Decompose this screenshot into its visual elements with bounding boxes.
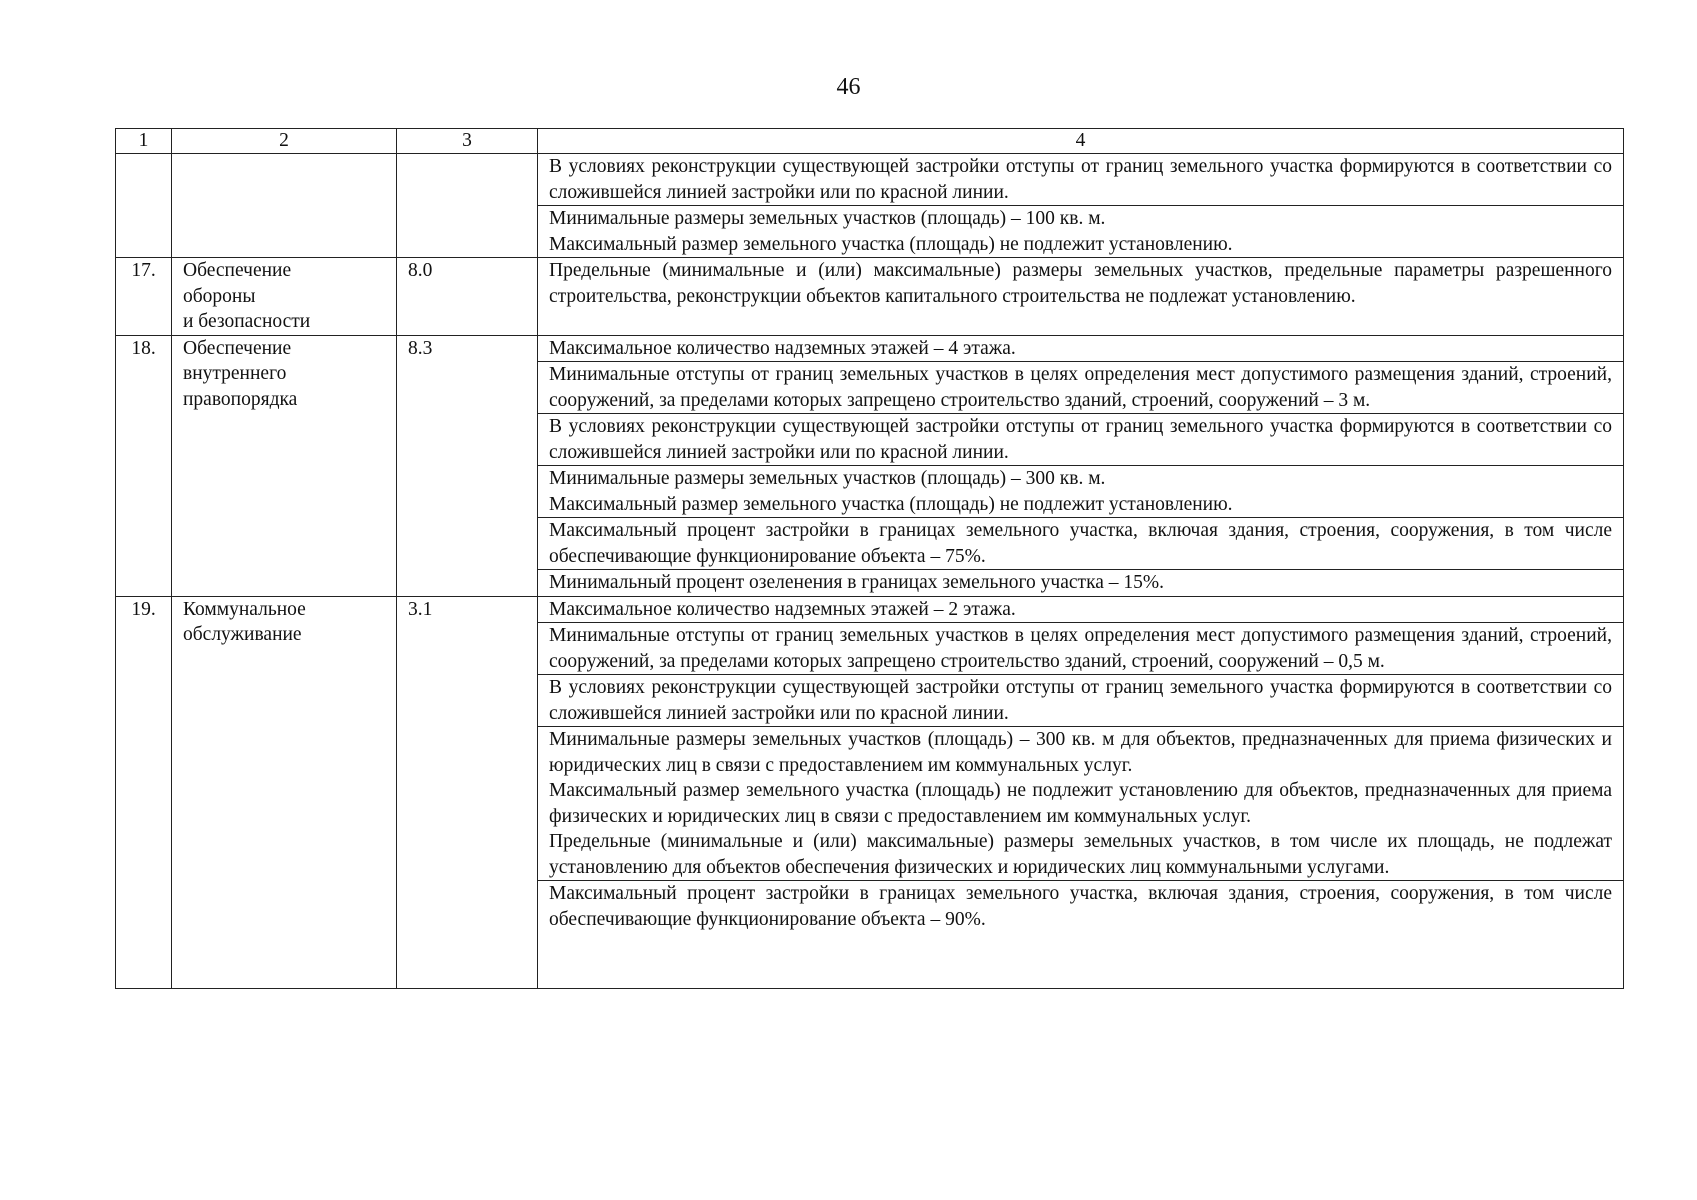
row-code-cell: 3.1: [397, 596, 538, 989]
header-col-2: 2: [172, 129, 397, 154]
header-col-3: 3: [397, 129, 538, 154]
parameter-text: Максимальное количество надземных этажей – 2 этажа.: [549, 598, 1016, 620]
parameter-text: Минимальные размеры земельных участков (площадь) – 300 кв. м для объектов, предназначенных для приема физических и юридических лиц в связи с предоставлением им коммунальных услуг. Максимальный размер земельного участка (площадь) не подлежит установлению для объектов, предназначенных для приема физических и юридических лиц в связи с предоставлением им коммунальных услуг. Предельные (минимальные и (или) максимальные) размеры земельных участков, в том числе их площадь, не подлежат установлению для объектов обеспечения физических и юридических лиц коммунальными услугами.: [549, 729, 1612, 878]
parameter-text: В условиях реконструкции существующей застройки отступы от границ земельного участка формируются в соответствии со сложившейся линией застройки или по красной линии.: [549, 416, 1612, 463]
table-row: [116, 335, 1624, 362]
parameter-text: Предельные (минимальные и (или) максимальные) размеры земельных участков, предельные параметры разрешенного строительства, реконструкции объектов капитального строительства не подлежат установлению.: [549, 260, 1612, 307]
parameter-cell: [538, 414, 1624, 466]
parameter-cell: [538, 596, 1624, 623]
parameter-text: Минимальные отступы от границ земельных участков в целях определения мест допустимого размещения зданий, строений, сооружений, за пределами которых запрещено строительство зданий, строений, сооружений – 3 м.: [549, 364, 1612, 411]
row-number-cell: 18.: [116, 335, 172, 596]
row-code-cell: 8.3: [397, 335, 538, 596]
table-row: [116, 258, 1624, 336]
row-name-cell: Коммунальное обслуживание: [172, 596, 397, 989]
parameter-cell: [538, 881, 1624, 989]
parameter-cell: [538, 206, 1624, 258]
table-header-row: [116, 129, 1624, 154]
parameter-text: В условиях реконструкции существующей застройки отступы от границ земельного участка формируются в соответствии со сложившейся линией застройки или по красной линии.: [549, 677, 1612, 724]
row-number-cell: 17.: [116, 258, 172, 336]
parameter-cell: [538, 675, 1624, 727]
parameter-cell: [538, 518, 1624, 570]
header-col-4: 4: [538, 129, 1624, 154]
page-number: 46: [836, 74, 861, 100]
parameter-text: Максимальный процент застройки в границах земельного участка, включая здания, строения, сооружения, в том числе обеспечивающие функционирование объекта – 75%.: [549, 520, 1612, 567]
header-col-1: 1: [116, 129, 172, 154]
row-number-cell: 19.: [116, 596, 172, 989]
row-name-cell: Обеспечение обороны и безопасности: [172, 258, 397, 336]
parameter-text: Максимальное количество надземных этажей – 4 этажа.: [549, 337, 1016, 359]
row-code-cell: [397, 154, 538, 258]
table-row: [116, 154, 1624, 206]
parameter-text: Минимальные размеры земельных участков (площадь) – 300 кв. м. Максимальный размер земельного участка (площадь) не подлежит установлению.: [549, 468, 1233, 515]
row-name-cell: [172, 154, 397, 258]
parameter-cell: [538, 362, 1624, 414]
parameter-text: В условиях реконструкции существующей застройки отступы от границ земельного участка формируются в соответствии со сложившейся линией застройки или по красной линии.: [549, 156, 1612, 203]
parameter-cell: [538, 623, 1624, 675]
parameter-text: Минимальные размеры земельных участков (площадь) – 100 кв. м. Максимальный размер земельного участка (площадь) не подлежит установлению.: [549, 208, 1233, 255]
row-name-cell: Обеспечение внутреннего правопорядка: [172, 335, 397, 596]
parameter-text: Минимальные отступы от границ земельных участков в целях определения мест допустимого размещения зданий, строений, сооружений, за пределами которых запрещено строительство зданий, строений, сооружений – 0,5 м.: [549, 625, 1612, 672]
parameter-cell: [538, 258, 1624, 336]
table-row: [116, 596, 1624, 623]
row-number-cell: [116, 154, 172, 258]
parameter-cell: [538, 570, 1624, 597]
regulations-table: [115, 128, 1624, 989]
row-code-cell: 8.0: [397, 258, 538, 336]
parameter-text: Минимальный процент озеленения в границах земельного участка – 15%.: [549, 572, 1165, 593]
parameter-text: Максимальный процент застройки в границах земельного участка, включая здания, строения, сооружения, в том числе обеспечивающие функционирование объекта – 90%.: [549, 883, 1612, 930]
parameter-cell: [538, 154, 1624, 206]
parameter-cell: [538, 466, 1624, 518]
parameter-cell: [538, 335, 1624, 362]
parameter-cell: [538, 727, 1624, 881]
